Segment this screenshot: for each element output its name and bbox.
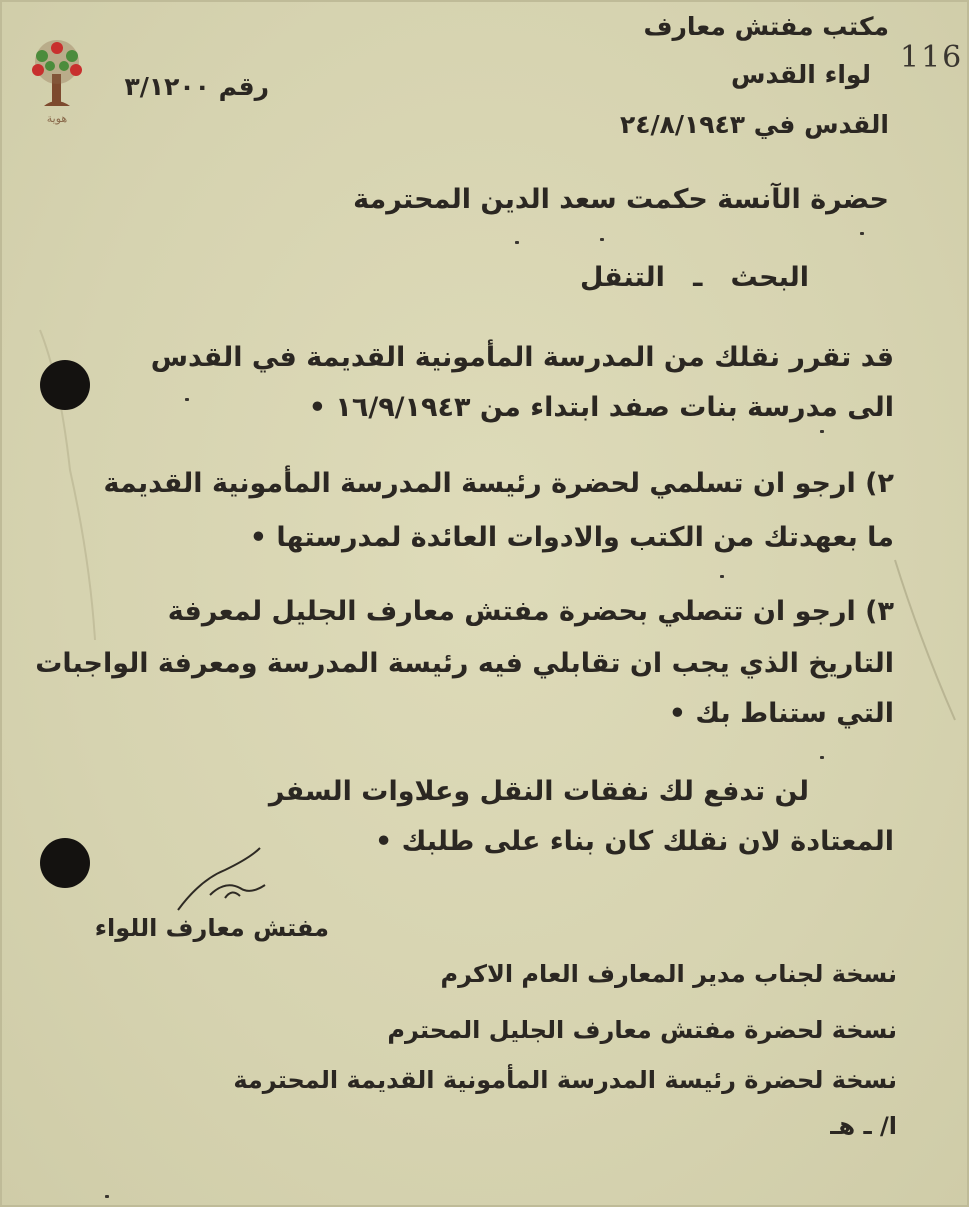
paragraph-3-line-1: ٣) ارجو ان تتصلي بحضرة مفتش معارف الجليل لمعرفة [167,596,894,627]
scan-speck [105,1195,109,1198]
paragraph-2-line-1: ٢) ارجو ان تسلمي لحضرة رئيسة المدرسة المأمونية القديمة [103,468,894,499]
margin-page-number: 116 [900,40,964,75]
paragraph-1-line-1: قد تقرر نقلك من المدرسة المأمونية القديمة في القدس [150,342,894,373]
addressee: حضرة الآنسة حكمت سعد الدين المحترمة [353,184,889,215]
header-district: لواء القدس [730,60,871,89]
scan-speck [185,398,189,401]
punch-hole-bottom [40,838,90,888]
punch-hole-top [40,360,90,410]
paragraph-2-line-2: ما بعهدتك من الكتب والادوات العائدة لمدرستها • [249,522,894,553]
scan-speck [600,238,604,241]
handwritten-signature [170,840,280,920]
header-place-date: القدس في ٢٤/٨/١٩٤٣ [619,110,889,139]
paragraph-4-line-2: المعتادة لان نقلك كان بناء على طلبك • [374,826,894,857]
scan-speck [515,241,519,244]
olive-tree-icon [22,36,92,112]
typist-initials: ا/ ـ هـ [830,1112,897,1140]
paragraph-3-line-2: التاريخ الذي يجب ان تقابلي فيه رئيسة المدرسة ومعرفة الواجبات [35,648,894,679]
scan-speck [720,575,724,578]
scan-speck [820,756,824,759]
copy-line-3: نسخة لحضرة رئيسة المدرسة المأمونية القديمة المحترمة [233,1066,897,1094]
subject-line: البحث ـ التنقل [579,262,809,293]
paragraph-4-line-1: لن تدفع لك نفقات النقل وعلاوات السفر [268,776,809,807]
scan-speck [820,430,824,433]
paragraph-1-line-2: الى مدرسة بنات صفد ابتداء من ١٦/٩/١٩٤٣ • [308,392,894,423]
copy-line-1: نسخة لجناب مدير المعارف العام الاكرم [440,960,897,988]
signature-title: مفتش معارف اللواء [94,914,329,942]
header-reference: رقم ٣/١٢٠٠ [124,72,269,101]
header-office: مكتب مفتش معارف [643,12,889,41]
copy-line-2: نسخة لحضرة مفتش معارف الجليل المحترم [387,1016,897,1044]
scan-speck [860,232,864,235]
archive-logo-caption: هوية [46,112,68,125]
archive-logo [22,36,92,156]
paragraph-3-line-3: التي ستناط بك • [668,698,894,729]
